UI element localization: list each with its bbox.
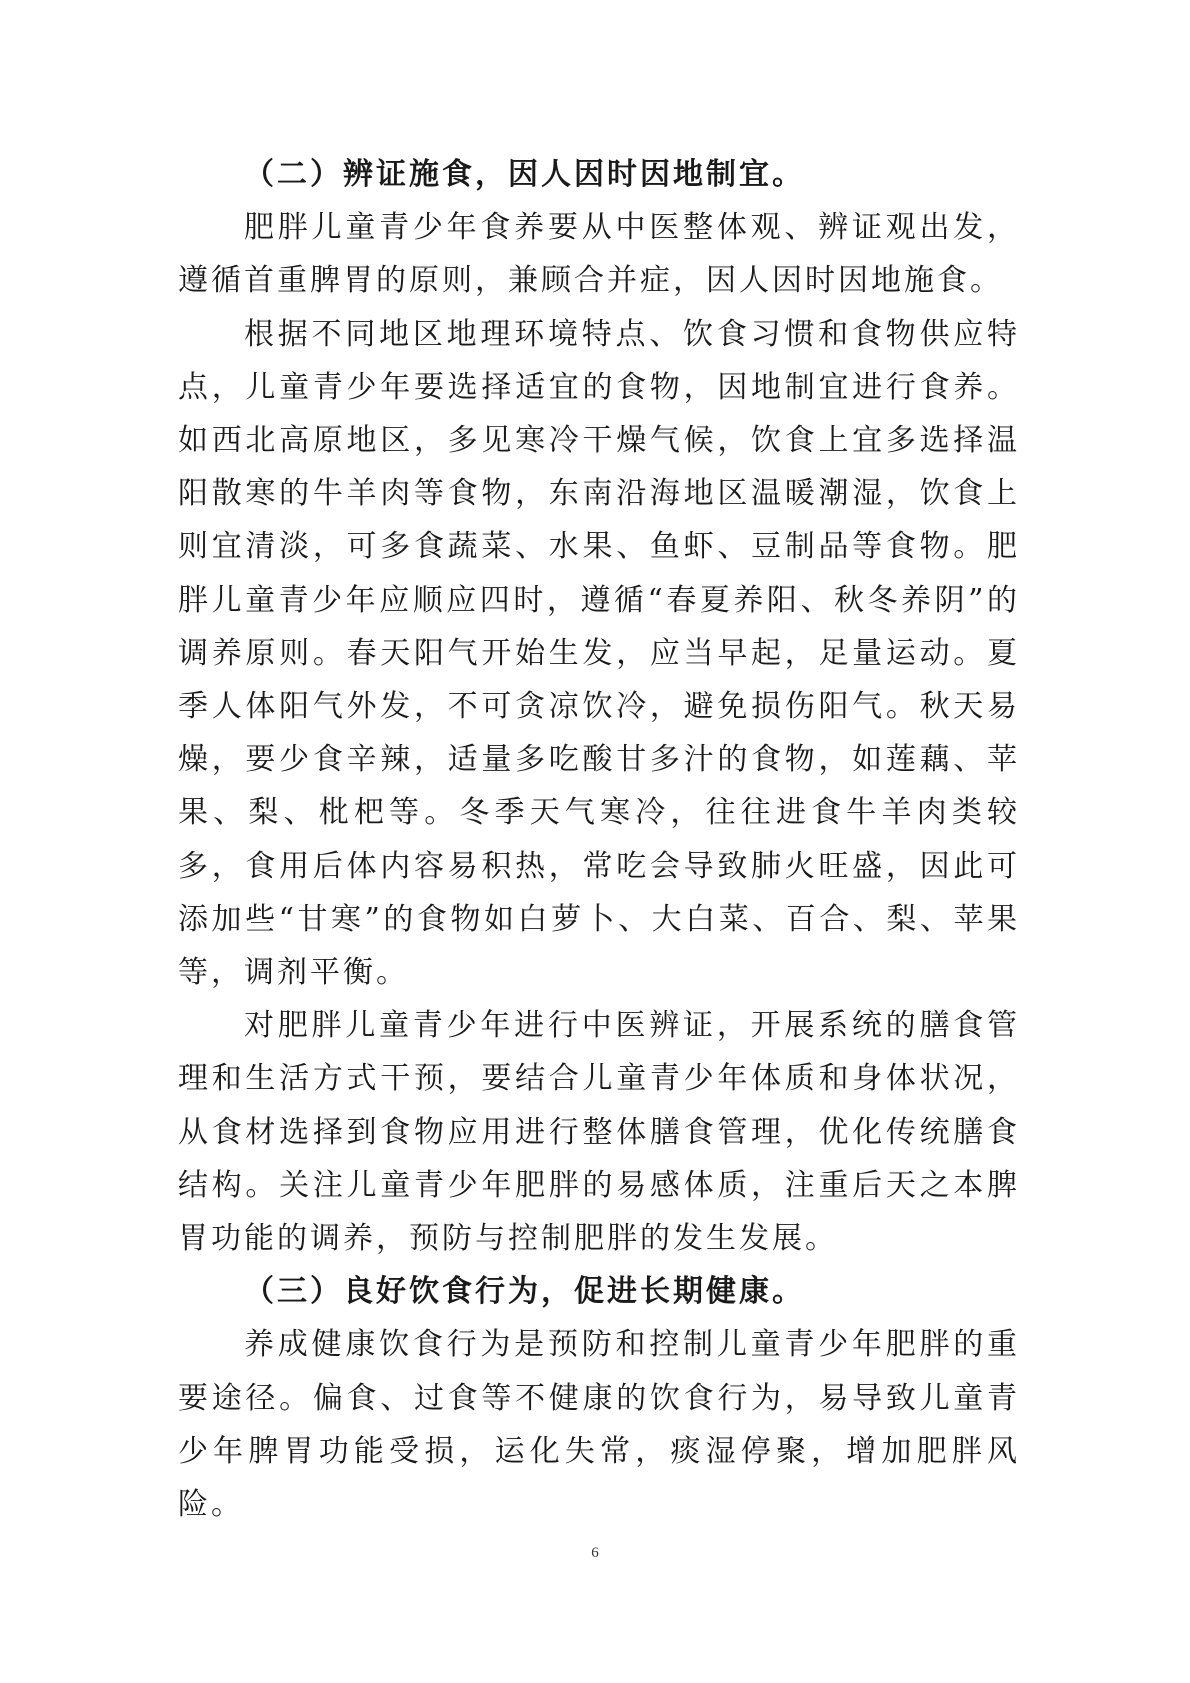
paragraph-1: 肥胖儿童青少年食养要从中医整体观、辨证观出发，遵循首重脾胃的原则，兼顾合并症，因人因时因地施食。 [178,210,1020,299]
page-number: 6 [591,1545,599,1561]
section-heading-2: （二）辨证施食，因人因时因地制宜。 [244,157,805,192]
paragraph-4: 养成健康饮食行为是预防和控制儿童青少年肥胖的重要途径。偏食、过食等不健康的饮食行为，易导致儿童青少年脾胃功能受损，运化失常，痰湿停聚，增加肥胖风险。 [178,1327,1020,1523]
document-body [178,148,1020,1531]
paragraph-2: 根据不同地区地理环境特点、饮食习惯和食物供应特点，儿童青少年要选择适宜的食物，因地制宜进行食养。如西北高原地区，多见寒冷干燥气候，饮食上宜多选择温阳散寒的牛羊肉等食物，东南沿海地区温暖潮湿，饮食上则宜清淡，可多食蔬菜、水果、鱼虾、豆制品等食物。肥胖儿童青少年应顺应四时，遵循“春夏养阳、秋冬养阴”的调养原则。春天阳气开始生发，应当早起，足量运动。夏季人体阳气外发，不可贪凉饮冷，避免损伤阳气。秋天易燥，要少食辛辣，适量多吃酸甘多汁的食物，如莲藕、苹果、梨、枇杷等。冬季天气寒冷，往往进食牛羊肉类较多，食用后体内容易积热，常吃会导致肺火旺盛，因此可添加些“甘寒”的食物如白萝卜、大白菜、百合、梨、苹果等，调剂平衡。 [178,316,1020,991]
paragraph-3: 对肥胖儿童青少年进行中医辨证，开展系统的膳食管理和生活方式干预，要结合儿童青少年体质和身体状况，从食材选择到食物应用进行整体膳食管理，优化传统膳食结构。关注儿童青少年肥胖的易感体质，注重后天之本脾胃功能的调养，预防与控制肥胖的发生发展。 [178,1008,1020,1257]
section-heading-3: （三）良好饮食行为，促进长期健康。 [244,1274,805,1310]
